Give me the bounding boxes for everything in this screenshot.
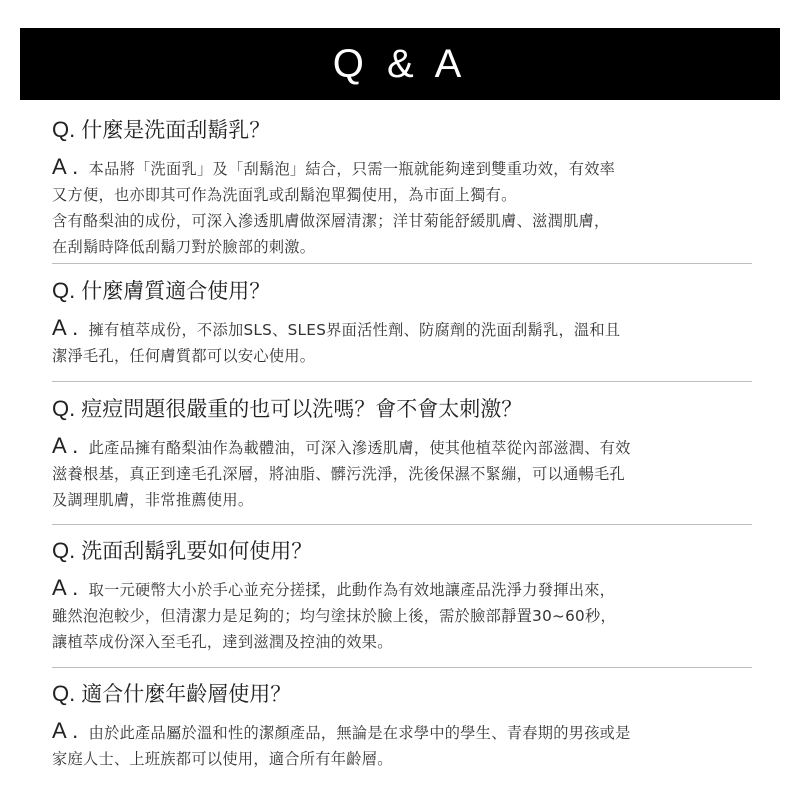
answer-line: 擁有植萃成份，不添加SLS、SLES界面活性劑、防腐劑的洗面刮鬍乳，溫和且 — [88, 321, 621, 339]
question-mark: Q. — [52, 117, 76, 142]
answer-line: 及調理肌膚，非常推薦使用。 — [52, 491, 254, 509]
question-text: 什麼膚質適合使用？ — [81, 279, 271, 303]
divider — [52, 667, 752, 668]
answer-mark: A . — [52, 154, 79, 179]
question-text: 什麼是洗面刮鬍乳？ — [81, 118, 271, 142]
answer-line: 含有酪梨油的成份，可深入滲透肌膚做深層清潔；洋甘菊能舒緩肌膚、滋潤肌膚， — [52, 212, 610, 230]
qa-item — [52, 395, 752, 513]
question — [52, 537, 752, 565]
qa-item — [52, 277, 752, 369]
divider — [52, 381, 752, 382]
question — [52, 395, 752, 423]
answer-line: 又方便，也亦即其可作為洗面乳或刮鬍泡單獨使用，為市面上獨有。 — [52, 186, 517, 204]
answer-line: 雖然泡泡較少，但清潔力是足夠的；均勻塗抹於臉上後，需於臉部靜置30~60秒， — [52, 607, 616, 625]
answer-mark: A . — [52, 315, 79, 340]
question — [52, 116, 752, 144]
page-title: Q & A — [332, 41, 468, 86]
answer-line: 此產品擁有酪梨油作為載體油，可深入滲透肌膚，使其他植萃從內部滋潤、有效 — [88, 439, 631, 457]
answer-mark: A . — [52, 718, 79, 743]
answer-line: 滋養根基，真正到達毛孔深層，將油脂、髒污洗淨，洗後保濕不緊繃，可以通暢毛孔 — [52, 465, 626, 483]
question — [52, 277, 752, 305]
answer-line: 取一元硬幣大小於手心並充分搓揉，此動作為有效地讓產品洗淨力發揮出來， — [88, 581, 616, 599]
question-mark: Q. — [52, 681, 76, 706]
answer-line: 本品將「洗面乳」及「刮鬍泡」結合，只需一瓶就能夠達到雙重功效，有效率 — [88, 160, 616, 178]
question-mark: Q. — [52, 278, 76, 303]
answer — [52, 575, 752, 655]
answer — [52, 315, 752, 369]
divider — [52, 524, 752, 525]
qa-item — [52, 116, 752, 260]
qa-item — [52, 680, 752, 772]
answer-line: 讓植萃成份深入至毛孔，達到滋潤及控油的效果。 — [52, 633, 393, 651]
answer — [52, 433, 752, 513]
page-title-banner — [20, 28, 780, 100]
question-text: 痘痘問題很嚴重的也可以洗嗎？會不會太刺激？ — [81, 397, 523, 421]
answer-mark: A . — [52, 575, 79, 600]
answer-line: 家庭人士、上班族都可以使用，適合所有年齡層。 — [52, 750, 393, 768]
answer-line: 在刮鬍時降低刮鬍刀對於臉部的刺激。 — [52, 238, 316, 256]
divider — [52, 263, 752, 264]
question-mark: Q. — [52, 396, 76, 421]
answer-mark: A . — [52, 433, 79, 458]
qa-item — [52, 537, 752, 655]
question-text: 洗面刮鬍乳要如何使用？ — [81, 539, 313, 563]
question — [52, 680, 752, 708]
question-text: 適合什麼年齡層使用？ — [81, 682, 292, 706]
question-mark: Q. — [52, 538, 76, 563]
answer — [52, 718, 752, 772]
answer-line: 由於此產品屬於溫和性的潔顏產品，無論是在求學中的學生、青春期的男孩或是 — [88, 724, 631, 742]
answer-line: 潔淨毛孔，任何膚質都可以安心使用。 — [52, 347, 316, 365]
answer — [52, 154, 752, 260]
